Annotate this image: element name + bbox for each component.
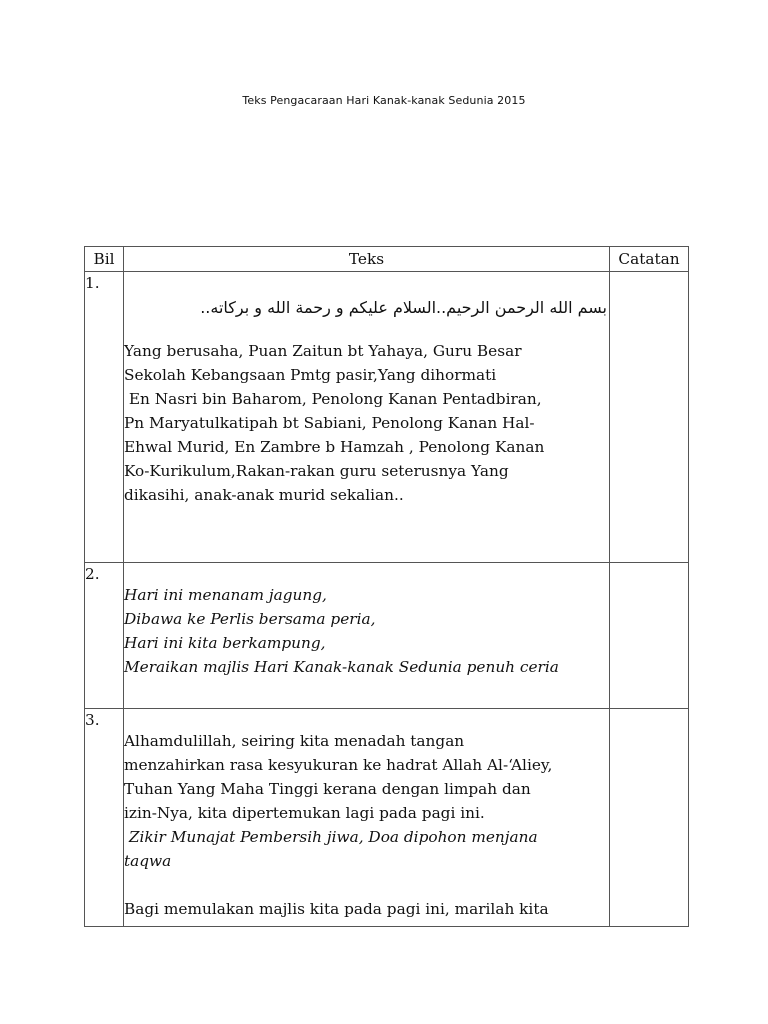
text-line: Bagi memulakan majlis kita pada pagi ini, marilah kita [124, 900, 549, 918]
text-line: En Nasri bin Baharom, Penolong Kanan Pentadbiran, [124, 390, 542, 408]
row-notes [610, 563, 689, 709]
text-line: Alhamdulillah, seiring kita menadah tangan [124, 732, 465, 750]
script-table [84, 246, 689, 927]
text-line: Ko-Kurikulum,Rakan-rakan guru seterusnya Yang [124, 462, 509, 480]
pantun-stanza [124, 583, 609, 679]
table-row [85, 272, 689, 563]
pantun-line: Dibawa ke Perlis bersama peria, [124, 610, 376, 628]
text-line: Ehwal Murid, En Zambre b Hamzah , Penolong Kanan [124, 438, 545, 456]
document-title: Teks Pengacaraan Hari Kanak-kanak Sedunia 2015 [242, 94, 526, 107]
text-line: Zikir Munajat Pembersih jiwa, Doa dipohon menjana [124, 828, 538, 846]
text-line: menzahirkan rasa kesyukuran ke hadrat Allah Al-‘Aliey, [124, 756, 553, 774]
table-row [85, 709, 689, 927]
header-catatan: Catatan [610, 247, 689, 272]
closing-paragraph [124, 897, 609, 921]
header-bil: Bil [85, 247, 124, 272]
greeting-paragraph [124, 339, 609, 507]
row-number: 2. [85, 563, 124, 709]
arabic-greeting: بسم الله الرحمن الرحيم..السلام عليكم و رحمة الله و بركاته.. [200, 298, 607, 317]
pantun-line: Meraikan majlis Hari Kanak-kanak Sedunia penuh ceria [124, 658, 559, 676]
row-text [124, 563, 610, 709]
header-teks: Teks [124, 247, 610, 272]
text-line: Pn Maryatulkatipah bt Sabiani, Penolong Kanan Hal- [124, 414, 535, 432]
verse-paragraph [124, 825, 609, 873]
text-line: taqwa [124, 852, 172, 870]
text-line: Yang berusaha, Puan Zaitun bt Yahaya, Guru Besar [124, 342, 522, 360]
row-number: 1. [85, 272, 124, 563]
pantun-line: Hari ini kita berkampung, [124, 634, 326, 652]
row-notes [610, 709, 689, 927]
opening-paragraph [124, 729, 609, 825]
table-row [85, 563, 689, 709]
row-text [124, 709, 610, 927]
row-notes [610, 272, 689, 563]
row-number: 3. [85, 709, 124, 927]
text-line: izin-Nya, kita dipertemukan lagi pada pagi ini. [124, 804, 485, 822]
text-line: dikasihi, anak-anak murid sekalian.. [124, 486, 404, 504]
text-line: Sekolah Kebangsaan Pmtg pasir,Yang dihormati [124, 366, 497, 384]
row-text [124, 272, 610, 563]
pantun-line: Hari ini menanam jagung, [124, 586, 327, 604]
text-line: Tuhan Yang Maha Tinggi kerana dengan limpah dan [124, 780, 531, 798]
table-header-row [85, 247, 689, 272]
